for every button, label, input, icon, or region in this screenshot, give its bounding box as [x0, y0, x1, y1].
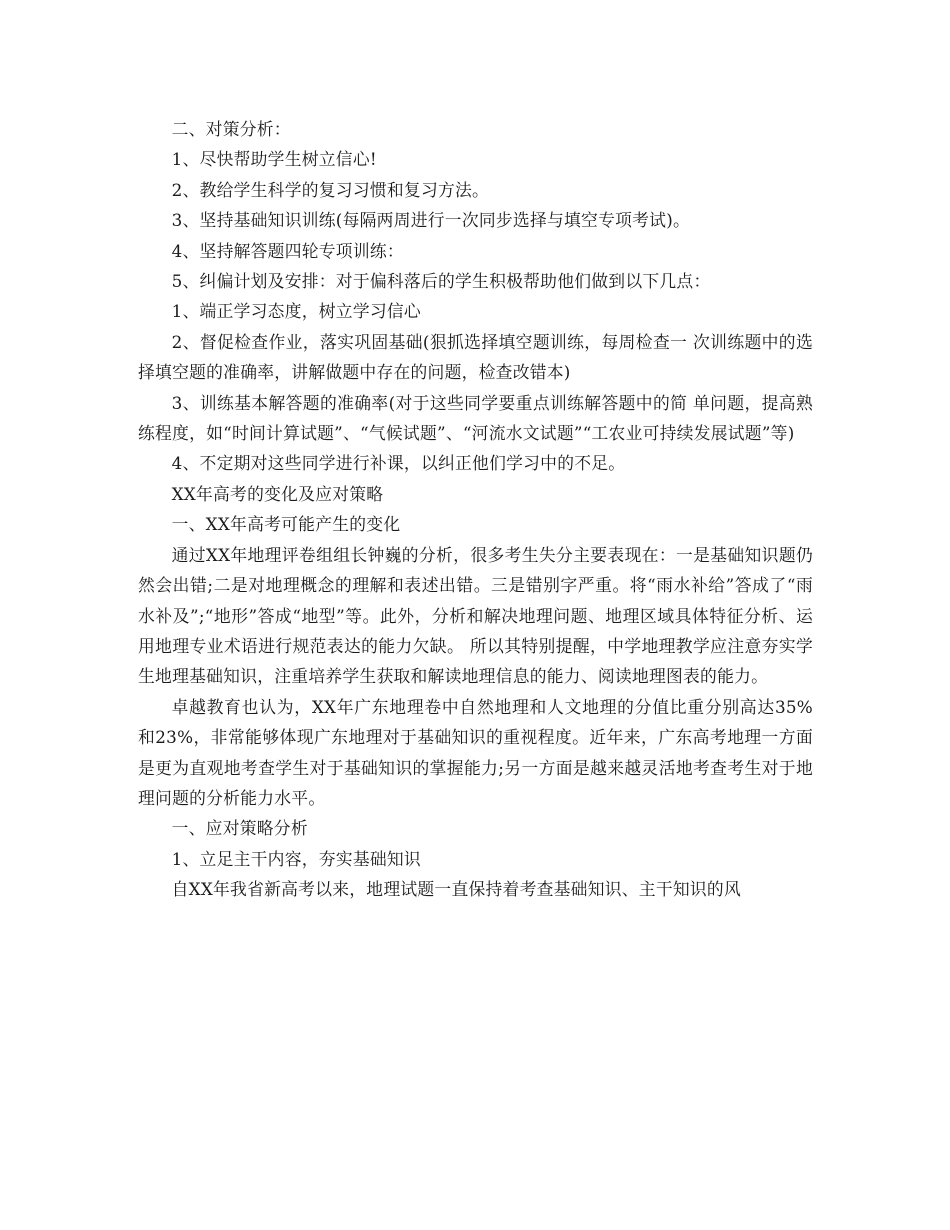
list-item: 2、教给学生科学的复习习惯和复习方法。	[171, 179, 490, 200]
list-item: 1、立足主干内容，夯实基础知识	[171, 848, 421, 869]
list-item: 2、督促检查作业，落实巩固基础(狠抓选择填空题训练，每周检查一 次训练题中的选择填空题的准确率，讲解做题中存在的问题，检查改错本)	[138, 331, 813, 383]
document-page	[138, 114, 813, 905]
list-item: 3、训练基本解答题的准确率(对于这些同学要重点训练解答题中的简 单问题，提高熟练程度，如“时间计算试题”、“气候试题”、“河流水文试题”“工农业可持续发展试题”等)	[138, 392, 813, 444]
section-heading: 一、应对策略分析	[171, 818, 308, 839]
list-item: 4、不定期对这些同学进行补课，以纠正他们学习中的不足。	[171, 453, 626, 474]
list-item: 5、纠偏计划及安排：对于偏科落后的学生积极帮助他们做到以下几点：	[171, 271, 711, 292]
list-item: 4、坚持解答题四轮专项训练：	[171, 240, 404, 261]
heading-countermeasure-analysis: 二、对策分析：	[171, 119, 291, 139]
list-item: 1、尽快帮助学生树立信心!	[171, 149, 377, 170]
body-paragraph: 自XX年我省新高考以来，地理试题一直保持着考查基础知识、主干知识的风	[171, 879, 741, 900]
body-paragraph: 卓越教育也认为，XX年广东地理卷中自然地理和人文地理的分值比重分别高达35%和23%，非常能够体现广东地理对于基础知识的重视程度。近年来，广东高考地理一方面是更为直观地考查学生对于基础知识的掌握能力;另一方面是越来越灵活地考查考生对于地理问题的分析能力水平。	[138, 696, 813, 808]
section-title: XX年高考的变化及应对策略	[171, 483, 384, 504]
body-paragraph: 通过XX年地理评卷组组长钟巍的分析，很多考生失分主要表现在：一是基础知识题仍然会出错;二是对地理概念的理解和表述出错。三是错别字严重。将“雨水补给”答成了“雨水补及”;“地形”答成“地型”等。此外，分析和解决地理问题、地理区域具体特征分析、运用地理专业术语进行规范表达的能力欠缺。 所以其特别提醒，中学地理教学应注意夯实学生地理基础知识，注重培养学生获取和解读地理信息的能力、阅读地理图表的能力。	[138, 544, 813, 687]
section-heading: 一、XX年高考可能产生的变化	[171, 514, 401, 535]
list-item: 1、端正学习态度，树立学习信心	[171, 301, 421, 322]
list-item: 3、坚持基础知识训练(每隔两周进行一次同步选择与填空专项考试)。	[171, 210, 691, 231]
